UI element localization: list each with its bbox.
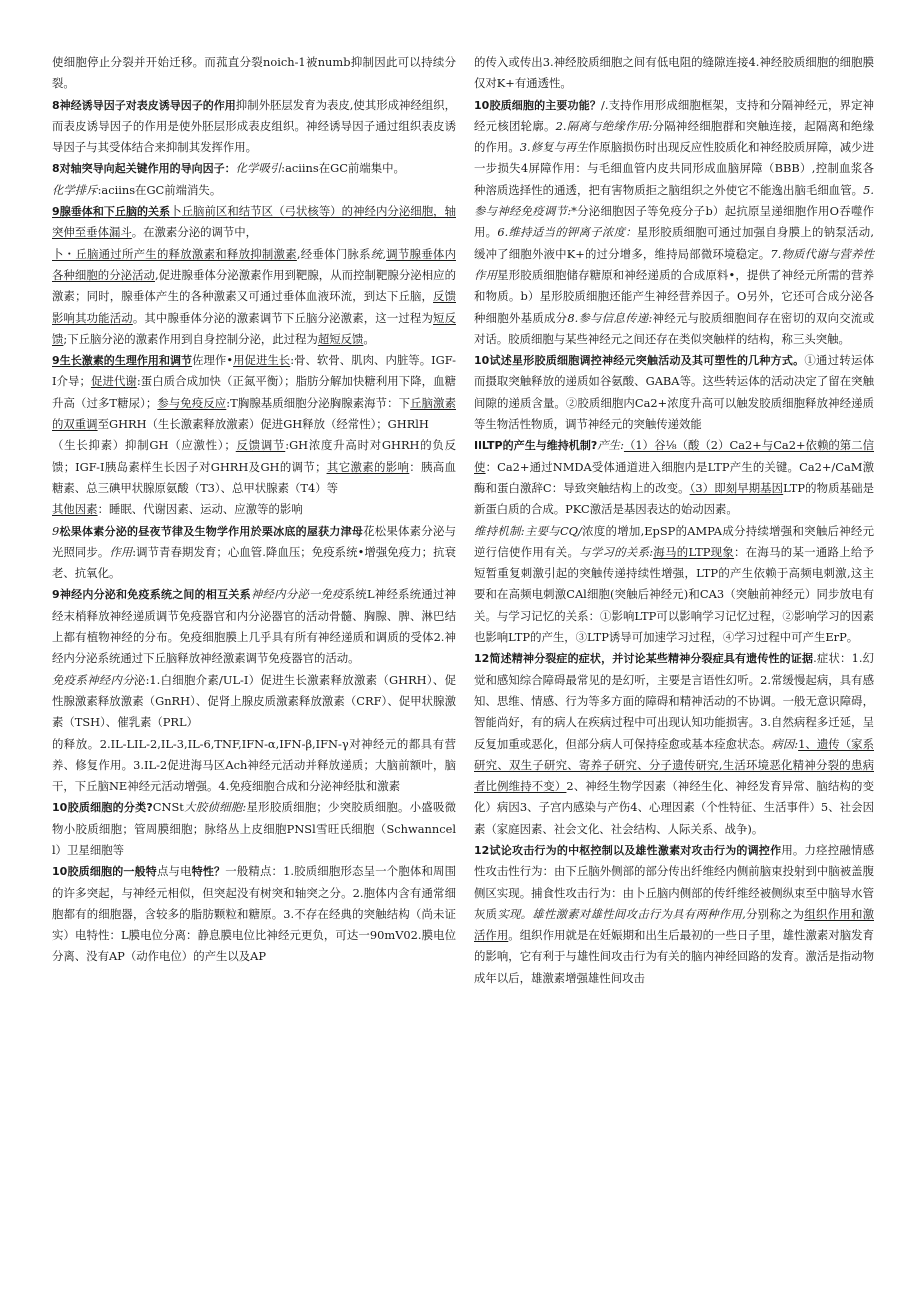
section-neuroendocrine-immune: 9神经内分泌和免疫系统之间的相互关系神经内分泌一免疫系统L神经系统通过神经末梢释放神经递质调节免疫器官和内分泌器官的活动骨髓、胸腺、脾、淋巴结上都有植物神经的分布。免疫细胞膜上几乎具有所有神经递质和调质的受体2.神经内分泌系统通过下丘脑释放神经激素调节免疫器官的活动。 免疫系神经内分泌:1.白细胞介素/UL-I）促进生长激素释放激素（GHRH）、促性腺激素释放激素（GnRH）、促肾上腺皮质激素释放激素（CRF）、促甲状腺激素（TSH）、催乳素（PRL） 的释放。2.IL-LIL-2,IL-3,IL-6,TNF,IFN-α,IFN-β,IFN-γ对神经元的都具有营养、修复作用。3.IL-2促进海马区Ach神经元活动并释放递质；大脑前额叶，脑干，下丘脑NE神经元活动增强。4.免疫细胞合成和分泌神经肽和激素	[52, 587, 456, 794]
section-ltp: IlLTP的产生与维持机制?产生:（1）谷⅛（酸（2）Ca2+与Ca2+依赖的第二信使：Ca2+通过NMDA受体通道进入细胞内是LTP产生的关键。Ca2+/CaM激酶和蛋白激辞C：导致突触结构上的改变。（3）即刻早期基因LTP的物质基础是新蛋白质的合成。PKC激活是基因表达的始动因素。 维持机制:主要与CQ/浓度的增加,EpSP的AMPA成分持续增强和突触后神经元逆行信使作用有关。与学习的关系:海马的LTP现象：在海马的某一通路上给予短暂重复刺激引起的突触传递持续性增强，LTP的产生依赖于高频电刺激,这主要和在高频电刺激CAl细胞(突触后神经元)和CA3（突触前神经元）同步放电有关。与学习记忆的关系：①影响LTP可以影响学习记忆过程，②影响学习的因素也影响LTP的产生，③LTP诱导可加速学习过程，④学习过程中可产生ErP。	[474, 438, 875, 645]
paragraph-continued: 的传入或传出3.神经胶质细胞之间有低电阻的缝隙连接4.神经胶质细胞的细胞膜仅对K+有通透性。	[474, 55, 874, 91]
section-heading: 松果体素分泌的昼夜节律及生物学作用於栗冰底的屋获力津母	[59, 524, 364, 538]
section-neural-induction: 8神经诱导因子对表皮诱导因子的作用抑制外胚层发育为表皮,使其形成神经组织，而表皮诱导因子的作用是使外胚层形成表皮组织。神经诱导因子通过组织表皮诱导因子与其受体结合来抑制其发挥作用。	[52, 97, 456, 155]
section-heading: 9生长激素的生理作用和调节	[52, 354, 193, 368]
section-heading: 8对轴突导向起关键作用的导向因子：	[52, 162, 236, 176]
section-glia-classification: 10胶质细胞的分类?CNSt大胶侦细胞:星形胶质细胞；少突胶质细胞。小盛吸微物小胶质细胞；管周膜细胞；脉络丛上皮细胞PNSl雪旺氏细胞（Schwanncell）卫星细胞等	[52, 800, 456, 857]
section-astrocyte-synapse: 10试述星形胶质细胞调控神经元突触活动及其可塑性的几种方式。①通过转运体而摄取突触释放的递质如谷氨酸、GABA等。这些转运体的活动决定了留在突触间隙的递质含量。②胶质细胞内Ca2+浓度升高可以触发胶质细胞释放神经递质等生物活性物质，调节神经元的突触传递效能	[474, 353, 874, 432]
section-heading: 10胶质细胞的主要功能？	[474, 98, 602, 112]
section-pituitary-hypothalamus: 9腺垂体和下丘脑的关系卜丘脑前区和结节区（弓状核等）的神经内分泌细胞，轴突伸至垂体漏斗。在激素分泌的调节中， 卜・丘脑通过所产生的释放激素和释放抑制激素,经垂体门脉系统,调节腺垂体内各种细胞的分泌活动,促进腺垂体分泌激素作用到靶腺，从而控制靶腺分泌相应的激素；同时，腺垂体产生的各种激素又可通过垂体血液环流，到达下丘脑，反馈影响其功能活动。其中腺垂体分泌的激素调节下丘脑分泌激素，这一过程为短反馈;下丘脑分泌的激素作用到自身控制分泌，此过程为超短反馈。	[52, 204, 456, 346]
section-axon-guidance: 8对轴突导向起关键作用的导向因子：化学吸引:aciins在GC前端集中。 化学排斥:aciins在GC前端消失。	[52, 161, 405, 197]
section-heading: 8神经诱导因子对表皮诱导因子的作用	[52, 98, 236, 112]
section-growth-hormone: 9生长激素的生理作用和调节佐理作•用促进生长:骨、软骨、肌肉、内脏等。IGF-I介导；促进代谢:蛋白质合成加快（正氮平衡）；脂肪分解加快糖利用下降，血糖升高（过多T糖尿）；参与免疫反应:T胸腺基质细胞分泌胸腺素海节：下丘脑激素的双重调至GHRH（生长激素释放激素）促进GH释放（经常性）；GHRlH （生长抑素）抑制GH（应激性）；反馈调节:GH浓度升高时对GHRH的负反馈；IGF-I胰岛素样生长因子对GHRH及GH的调节；其它激素的影响：胰高血糖素、总三碘甲状腺原氨酸（T3）、总甲状腺素（T4）等 其他因素：睡眠、代谢因素、运动、应激等的影响	[52, 353, 456, 517]
section-heading: 10胶质细胞的一般特	[52, 865, 157, 879]
section-glia-functions: 10胶质细胞的主要功能？/.支持作用形成细胞框架，支持和分隔神经元，界定神经元核团轮廓。2.隔离与绝缘作用:分隔神经细胞群和突触连接，起隔离和绝缘的作用。3.修复与再生作原脑损伤时出现反应性胶质化和神经胶质屏障，减少进一步损失4屏障作用：与毛细血管内皮共同形成血脑屏障（BBB）,控制血浆各种溶质选择性的通透，把有害物质拒之脑组织之外使它不能逸出脑毛细血管。5.参与神经免疫调节:*分泌细胞因子等免疫分子b）起抗原呈递细胞作用O吞噬作用。6.维持适当的钾离子浓度：星形胶质细胞可通过加强自身膜上的钠泵活动,缓冲了细胞外液中K+的过分增多，维持局部微环境稳定。7.物质代谢与营养性作用星形胶质细胞储存糖原和神经递质的合成原料•，提供了神经元所需的营养和物质。b）星形胶质细胞还能产生神经营养因子。O另外，它还可合成分泌各种细胞外基质成分8.参与信息传递:神经元与胶质细胞间存在密切的双向交流或对话。胶质细胞与某些神经元之间还存在类似突触样的结构，称三头突触。	[474, 97, 875, 346]
section-glia-characteristics: 10胶质细胞的一般特点与电特性？一般精点：1.胶质细胞形态呈一个胞体和周围的许多突起，与神经元相似，但突起没有树突和轴突之分。2.胞体内含有通常细胞都有的细胞器，含较多的脂肪颗粒和糖原。3.不存在经典的突触结构（尚未证实）电特性：L膜电位分离：静息膜电位比神经元更负，可达一90mV02.膜电位分离、没有AP（动作电位）的产生以及AP	[52, 864, 457, 964]
section-melatonin: 9松果体素分泌的昼夜节律及生物学作用於栗冰底的屋获力津母花松果体素分泌与光照同步。作用:调节青春期发育；心血管.降血压；免疫系统•增强免疫力；抗衰老、抗氧化。	[52, 523, 456, 581]
section-schizophrenia: 12简述精神分裂症的症状，并讨论某些精神分裂症具有遗传性的证据.症状：1.幻觉和感知综合障碍最常见的是幻听，主要是言语性幻听。2.常缓慢起病，具有感知、思维、情感、行为等多方面的障碍和精神活动的不协调。一般无意识障碍，智能尚好，有的病人在疾病过程中可出现认知功能损害。3.自然病程多迁延，呈反复加重或恶化，但部分病人可保持痊愈或基本痊愈状态。病因:1、遗传（家系研究、双生子研究、寄养子研究、分子遗传研究,生活环境恶化精神分裂的患病者比例维持不变）2、神经生物学因素（神经生化、神经发育异常、脑结构的变化）病因3、子宫内感染与产伤4、心理因素（个性特征、生活事件）5、社会因素（家庭因素、社会文化、社会结构、人际关系、战争)。	[474, 651, 874, 836]
left-column	[52, 52, 456, 968]
section-heading: 10胶质细胞的分类?	[52, 801, 153, 815]
paragraph-continued: 使细胞停止分裂并开始迁移。而菰直分裂noich-1被numb抑制因此可以持续分裂。	[52, 55, 456, 91]
section-aggression: 12试论攻击行为的中枢控制以及雄性激素对攻击行为的调控作用。力痉控融情感性攻击性行为：由下丘脑外侧部的部分传出纤维经内侧前脑束投射到中脑被盖腹侧区实现。捕食性攻击行为：由卜丘脑内侧部的传纤维经被侧纵束至中脑导水管灰质实现。雄性激素对雄性间攻击行为具有两种作用,分别称之为组织作用和激活作用。组织作用就是在妊娠期和出生后最初的一些日子里，雄性激素对脑发育的影响，它有利于与雄性间攻击行为有关的脑内神经回路的发育。激活是指动物成年以后，雄激素增强雄性间攻击	[474, 842, 874, 985]
section-heading: 12试论攻击行为的中枢控制以及雄性激素对攻击行为的调控作	[474, 843, 782, 857]
section-heading: IlLTP的产生与维持机制?	[474, 439, 598, 453]
section-heading: 12简述精神分裂症的症状，并讨论某些精神分裂症具有遗传性的证据	[474, 652, 814, 666]
section-heading: 10试述星形胶质细胞调控神经元突触活动及其可塑性的几种方式。	[474, 354, 805, 368]
section-heading: 9腺垂体和下丘脑的关系	[52, 205, 171, 219]
section-heading: 9神经内分泌和免疫系统之间的相互关系	[52, 588, 251, 602]
right-column	[474, 52, 874, 989]
